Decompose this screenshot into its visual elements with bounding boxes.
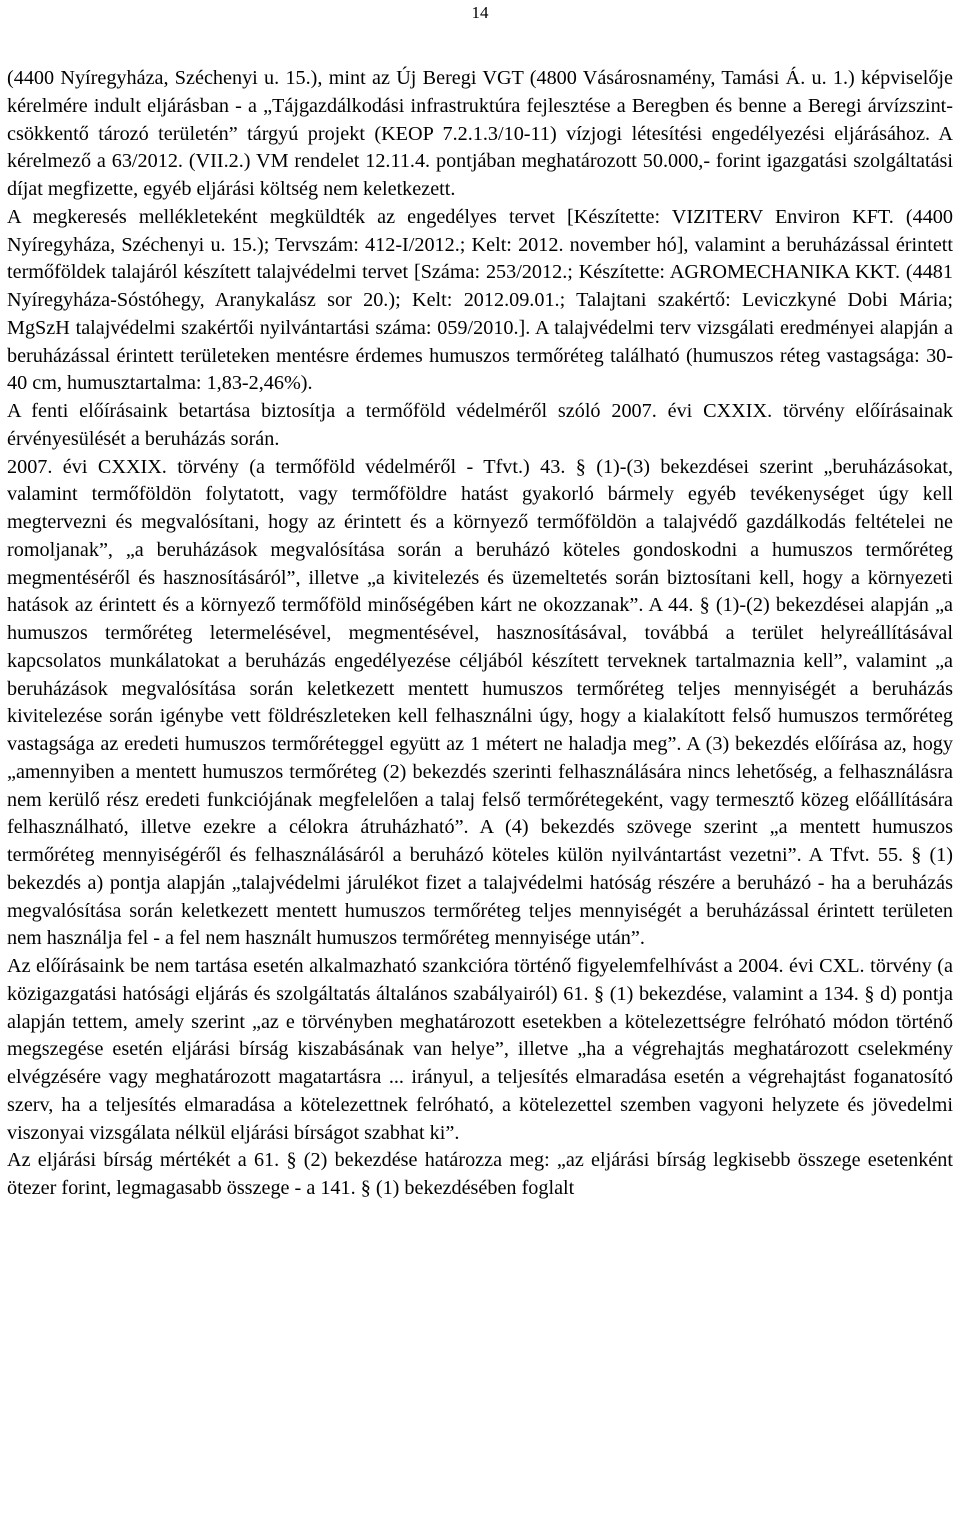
document-body — [7, 65, 953, 1203]
paragraph-attachments: A megkeresés mellékleteként megküldték az engedélyes tervet [Készítette: VIZITERV Environ KFT. (4400 Nyíregyháza, Széchenyi u. 15.); Tervszám: 412-I/2012.; Kelt: 2012. november hó], valamint a beruházással érintett termőföldek talajáról készített talajvédelmi tervet [Száma: 253/2012.; Készítette: AGROMECHANIKA KKT. (4481 Nyíregyháza-Sóstóhegy, Aranykalász sor 20.); Kelt: 2012.09.01.; Talajtani szakértő: Leviczkyné Dobi Mária; MgSzH talajvédelmi szakértői nyilvántartási száma: 059/2010.]. A talajvédelmi terv vizsgálati eredményei alapján a beruházással érintett területeken mentésre érdemes humuszos termőréteg található (humuszos réteg vastagsága: 30-40 cm, humusztartalma: 1,83-2,46%). — [7, 205, 953, 395]
page-number: 14 — [471, 3, 489, 22]
paragraph-fine-amount: Az eljárási bírság mértékét a 61. § (2) bekezdése határozza meg: „az eljárási bírság legkisebb összege esetenként ötezer forint, legmagasabb összege - a 141. § (1) bekezdésében foglalt — [7, 1149, 953, 1199]
paragraph-compliance: A fenti előírásaink betartása biztosítja a termőföld védelméről szóló 2007. évi CXXIX. törvény előírásainak érvényesülését a beruházás során. — [7, 400, 953, 450]
paragraph-tfvt-provisions: 2007. évi CXXIX. törvény (a termőföld védelméről - Tfvt.) 43. § (1)-(3) bekezdései szerint „beruházásokat, valamint termőföldön folytatott, vagy termőföldre hatást gyakorló bármely egyéb tevékenységet úgy kell megtervezni és megvalósítani, hogy az érintett és a környező termőföldön a talajvédő gazdálkodás feltételei ne romoljanak”, „a beruházások megvalósítása során a beruházó köteles gondoskodni a humuszos termőréteg megmentéséről és hasznosításáról”, illetve „a kivitelezés és üzemeltetés során biztosítani kell, hogy a környezeti hatások az érintett és a környező termőföld minőségében kárt ne okozzanak”. A 44. § (1)-(2) bekezdései alapján „a humuszos termőréteg letermelésével, megmentésével, hasznosításával, továbbá a terület helyreállításával kapcsolatos munkálatokat a beruházás engedélyezése céljából készített terveknek tartalmaznia kell”, valamint „a beruházások megvalósítása során keletkezett mentett humuszos termőréteg teljes mennyiségét a beruházás kivitelezése során igénybe vett földrészleteken kell felhasználni úgy, hogy a kialakított felső humuszos termőréteg vastagsága az eredeti humuszos termőréteggel együtt az 1 métert ne haladja meg”. A (3) bekezdés előírása az, hogy „amennyiben a mentett humuszos termőréteg (2) bekezdés szerinti felhasználására nincs lehetőség, a felhasználásra nem kerülő rész eredeti funkciójának megfelelően a talaj felső termőrétegeként, vagy termesztő közeg előállítására felhasználható, illetve ezekre a célokra átruházható”. A (4) bekezdés szövege szerint „a mentett humuszos termőréteg mennyiségéről és felhasználásáról a beruházó köteles külön nyilvántartást vezetni”. A Tfvt. 55. § (1) bekezdés a) pontja alapján „talajvédelmi járulékot fizet a talajvédelmi hatóság részére a beruházó - ha a beruházás megvalósítása során keletkezett mentett humuszos termőréteg teljes mennyiségét a beruházással érintett területen nem használja fel - a fel nem használt humuszos termőréteg mennyisége után”. — [7, 455, 953, 950]
paragraph-fee-statement: (4400 Nyíregyháza, Széchenyi u. 15.), mint az Új Beregi VGT (4800 Vásárosnamény, Tamási Á. u. 1.) képviselője kérelmére indult eljárásban - a „Tájgazdálkodási infrastruktúra fejlesztése a Beregben és benne a Beregi árvízszint-csökkentő tározó területén” tárgyú projekt (KEOP 7.2.1.3/10-11) vízjogi létesítési engedélyezési eljárásához. A kérelmező a 63/2012. (VII.2.) VM rendelet 12.11.4. pontjában meghatározott 50.000,- forint igazgatási szolgáltatási díjat megfizette, egyéb eljárási költség nem keletkezett. — [7, 67, 953, 200]
paragraph-sanction-notice: Az előírásaink be nem tartása esetén alkalmazható szankcióra történő figyelemfelhívást a 2004. évi CXL. törvény (a közigazgatási hatósági eljárás és szolgáltatás általános szabályairól) 61. § (1) bekezdése, valamint a 134. § d) pontja alapján tettem, amely szerint „az e törvényben meghatározott esetekben a kötelezettségre felróható módon történő megszegése esetén eljárási bírság kiszabásának van helye”, illetve „ha a végrehajtás meghatározott cselekmény elvégzésére vagy meghatározott magatartásra ... irányul, a teljesítés elmaradása esetén a végrehajtást foganatosító szerv, ha a teljesítés elmaradása a kötelezettnek felróható, a kötelezettel szemben vagyoni helyzete és jövedelmi viszonyai vizsgálata nélkül eljárási bírságot szabhat ki”. — [7, 955, 953, 1144]
